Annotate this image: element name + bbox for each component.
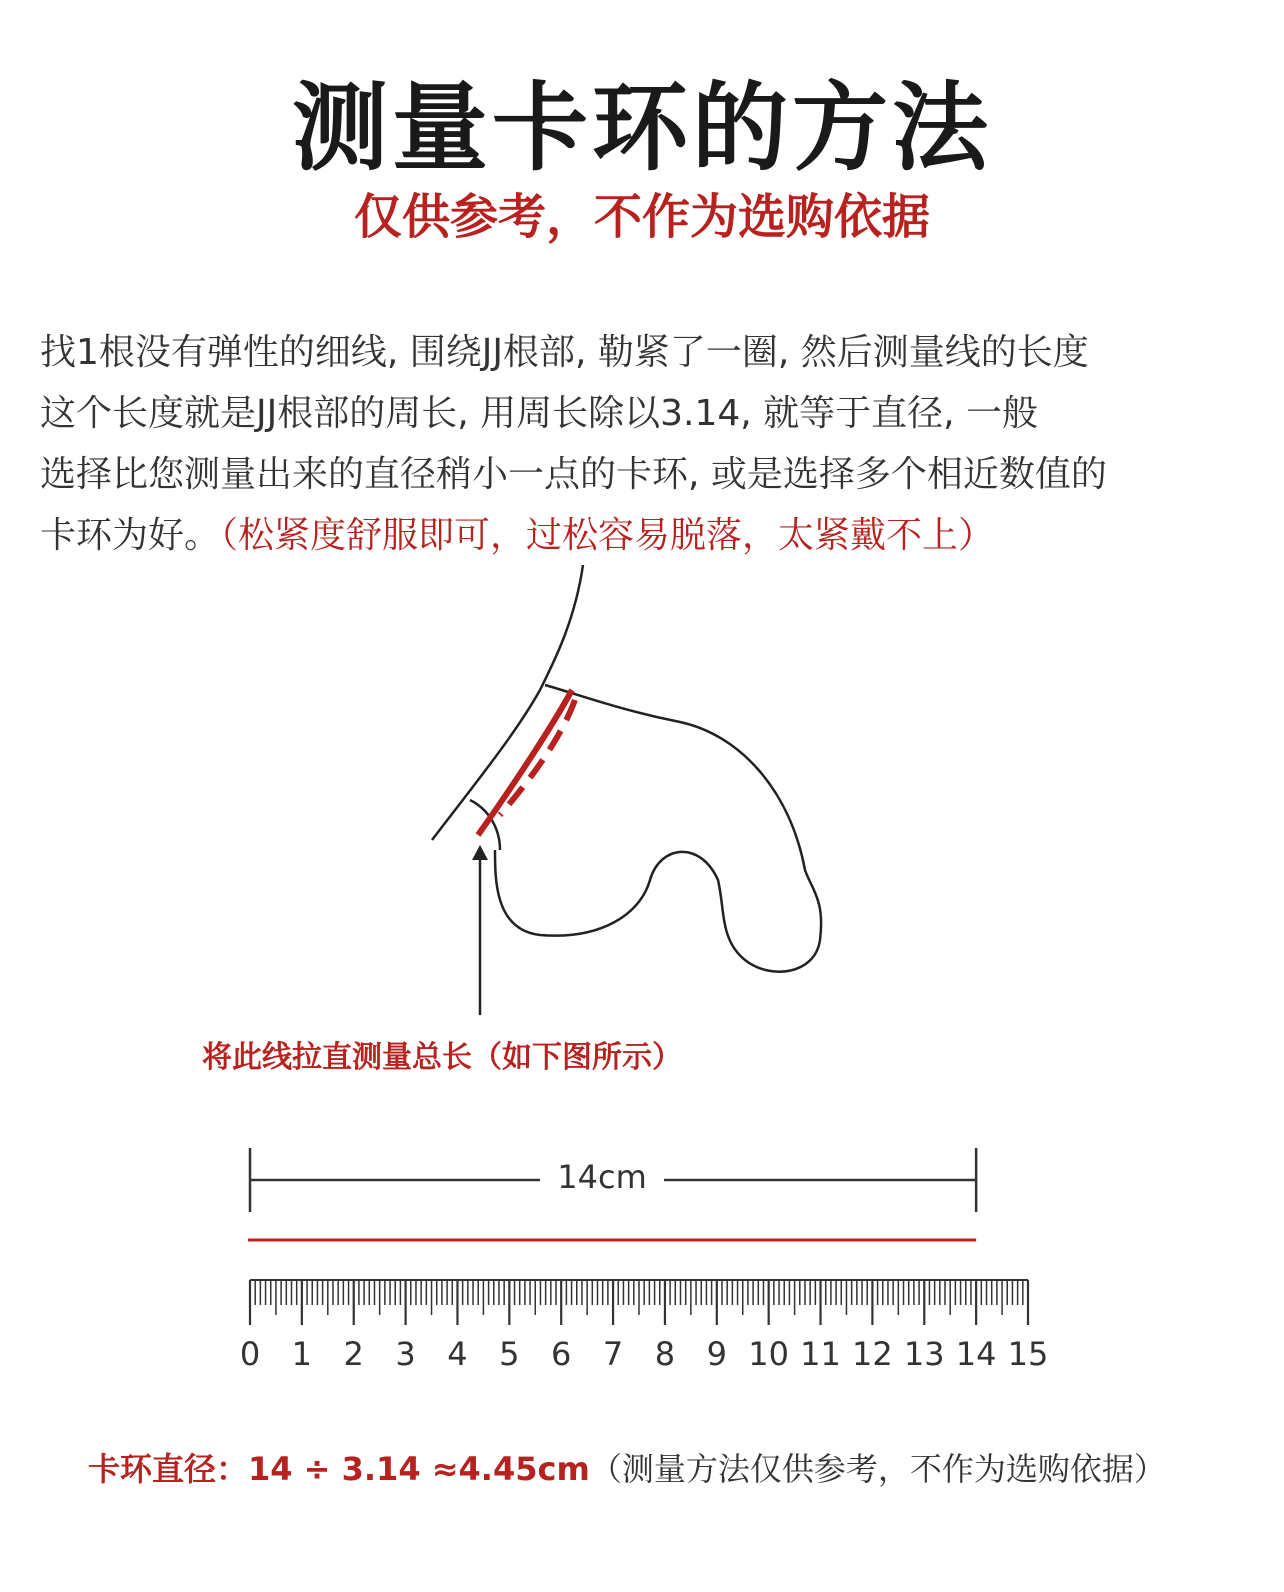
- ruler-label: 9: [706, 1335, 727, 1373]
- arrow-up-icon: [472, 845, 488, 860]
- ruler-label: 2: [343, 1335, 364, 1373]
- ruler-label: 8: [654, 1335, 676, 1373]
- ruler-label: 0: [239, 1335, 261, 1373]
- ruler-label: 15: [1007, 1335, 1049, 1373]
- page-title: 测量卡环的方法: [292, 72, 992, 184]
- ruler-label: 14: [955, 1335, 997, 1373]
- ruler-label: 11: [800, 1335, 841, 1373]
- ruler-label: 5: [499, 1335, 520, 1373]
- instruction-line: 这个长度就是JJ根部的周长, 用周长除以3.14, 就等于直径, 一般: [40, 393, 1039, 434]
- ruler-label: 6: [551, 1335, 572, 1373]
- page-subtitle: 仅供参考，不作为选购依据: [353, 189, 930, 245]
- ruler: [240, 1280, 1049, 1373]
- ruler-label: 10: [748, 1335, 790, 1373]
- instruction-line: 找1根没有弹性的细线, 围绕JJ根部, 勒紧了一圈, 然后测量线的长度: [40, 332, 1089, 373]
- ruler-label: 3: [395, 1335, 416, 1373]
- result-text: [88, 1444, 1166, 1490]
- fit-note: （松紧度舒服即可，过松容易脱落，太紧戴不上）: [220, 515, 995, 556]
- instruction-line: 选择比您测量出来的直径稍小一点的卡环, 或是选择多个相近数值的: [40, 454, 1107, 495]
- length-label: 14cm: [540, 1158, 664, 1196]
- body-outline: [432, 565, 821, 972]
- disclaimer: （测量方法仅供参考，不作为选购依据）: [589, 1450, 1166, 1488]
- ruler-label: 7: [602, 1335, 624, 1373]
- instruction-prefix: 卡环为好。: [40, 515, 221, 556]
- ruler-label: 1: [291, 1335, 313, 1373]
- diagram-annotation: 将此线拉直测量总长（如下图所示）: [202, 1040, 682, 1075]
- ruler-label: 4: [447, 1335, 468, 1373]
- ruler-label: 13: [903, 1335, 945, 1373]
- diameter-formula: 卡环直径：14 ÷ 3.14 ≈4.45cm: [88, 1450, 590, 1488]
- string-loop-back: [500, 700, 575, 815]
- ruler-label: 12: [852, 1335, 893, 1373]
